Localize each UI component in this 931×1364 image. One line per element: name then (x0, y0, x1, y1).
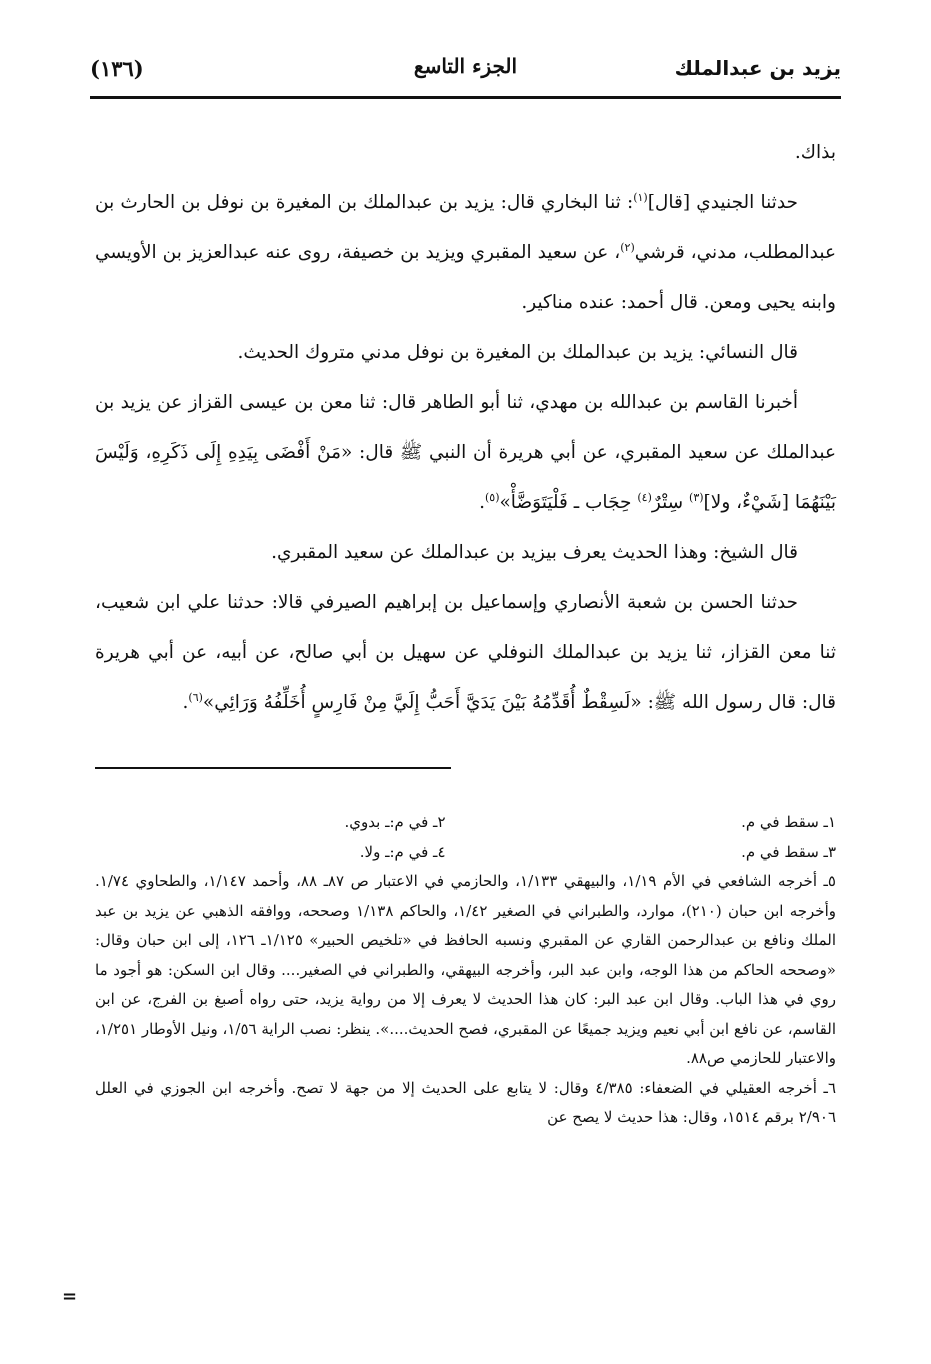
footnotes-short (95, 808, 836, 867)
footnote-6: ٦ـ أخرجه العقيلي في الضعفاء: ٤/٣٨٥ وقال: لا يتابع على الحديث إلا من جهة لا تصح. وأخرجه ابن الجوزي في العلل ٢/٩٠٦ برقم ١٥١٤، وقال: هذا حديث لا يصح عن (95, 1078, 836, 1126)
footnote-4: ٤ـ في م:ـ ولا. (359, 842, 446, 861)
footnote-5: ٥ـ أخرجه الشافعي في الأم ١/١٩، والبيهقي ١/١٣٣، والحازمي في الاعتبار ص ٨٧ـ ٨٨، وأحمد ١/١٤٧، والطحاوي ١/٧٤. وأخرجه ابن حبان (٢١٠)، موارد، والطبراني في الصغير ١/٤٢، والحاكم ١/١٣٨ وصححه، ووافقه الذهبي عن يزيد بن عبد الملك ونافع بن عبدالرحمن القاري عن المقبري ونسبه الحافظ في «تلخيص الحبير» ١/١٢٥ـ ١٢٦، إلى ابن حبان وقال: «وصححه الحاكم من هذا الوجه، وابن عبد البر، وأخرجه البيهقي، والطبراني في الصغير.... وقال ابن السكن: هو أجود ما روي في هذا الباب. وقال ابن عبد البر: كان هذا الحديث لا يعرف إلا من رواية يزيد، حتى رواه أصبغ بن الفرج، عن ابن القاسم، عن نافع ابن أبي نعيم ويزيد جميعًا عن المقبري، فصح الحديث....». ينظر: نصب الراية ١/٥٦، ونيل الأوطار ١/٢٥١، والاعتبار للحازمي ص٨٨. (95, 872, 836, 1067)
footnote-ref-5: (٥) (484, 490, 500, 504)
paragraph-3-part-a: أخبرنا القاسم بن عبدالله بن مهدي، ثنا أبو الطاهر قال: ثنا معن بن عيسى القزاز عن يزيد بن عبدالملك عن سعيد المقبري، عن أبي هريرة أن النبي ﷺ قال: «مَنْ أَفْضَى بِيَدِهِ إِلَى ذَكَرِهِ، وَلَيْسَ بَيْنَهُمَا [شَيْءٌ، ولا] (95, 392, 836, 513)
paragraph-0: بذاك. (794, 142, 836, 163)
page-header (90, 48, 841, 98)
footnote-ref-6: (٦) (188, 690, 203, 704)
paragraph-1-part-c: ، عن سعيد المقبري ويزيد بن خصيفة، روى عنه عبدالعزيز بن الأويسي وابنه يحيى ومعن. قال أحمد: عنده مناكير. (95, 242, 836, 313)
paragraph-5 (95, 578, 836, 728)
paragraph-1 (95, 178, 836, 328)
paragraph-2: قال النسائي: يزيد بن عبدالملك بن المغيرة بن نوفل مدني متروك الحديث. (237, 342, 798, 363)
footnote-ref-1: (١) (633, 190, 648, 204)
footnote-1: ١ـ سقط في م. (741, 813, 836, 831)
footnotes (95, 808, 836, 1133)
paragraph-1-part-a: حدثنا الجنيدي [قال] (647, 192, 798, 213)
paragraph-5-part-a: حدثنا الحسن بن شعبة الأنصاري وإسماعيل بن إبراهيم الصيرفي قالا: حدثنا علي ابن شعيب، ثنا معن القزاز، ثنا يزيد بن عبدالملك النوفلي عن سهيل بن أبي صالح، عن أبيه، عن أبي هريرة قال: قال رسول الله ﷺ: «لَسِقْطٌ أُقَدِّمُهُ بَيْنَ يَدَيَّ أَحَبُّ إِلَيَّ مِنْ فَارِسٍ أُخَلِّفُهُ وَرَائِي» (95, 592, 836, 713)
paragraph-4: قال الشيخ: وهذا الحديث يعرف بيزيد بن عبدالملك عن سعيد المقبري. (271, 542, 798, 563)
page-number: (١٣٦) (90, 56, 144, 81)
paragraph-3-part-c: حِجَاب ـ فَلْيَتَوَضَّأْ» (499, 492, 638, 513)
footnote-ref-2: (٢) (620, 240, 635, 254)
footnote-ref-4: (٤) (637, 490, 652, 504)
running-head-subject: يزيد بن عبدالملك (674, 56, 841, 80)
paragraph-1-part-b: : ثنا البخاري قال: يزيد بن عبدالملك بن المغيرة بن نوفل بن الحارث بن عبدالمطلب، مدني، قرشي (95, 192, 836, 263)
footnote-2: ٢ـ في م:ـ بدوي. (344, 813, 446, 831)
paragraph-3-part-b: سِتْرٌ (651, 492, 690, 513)
header-rule (90, 96, 841, 99)
footnote-3: ٣ـ سقط في م. (741, 842, 836, 861)
paragraph-3 (95, 378, 836, 528)
footnote-separator (95, 767, 451, 769)
footnote-ref-3: (٣) (689, 490, 704, 504)
paragraph-3-part-d: . (479, 492, 485, 513)
running-head-part: الجزء التاسع (413, 54, 518, 78)
continuation-mark: = (62, 1286, 78, 1307)
paragraph-5-part-b: . (182, 692, 189, 713)
main-text (95, 128, 836, 728)
